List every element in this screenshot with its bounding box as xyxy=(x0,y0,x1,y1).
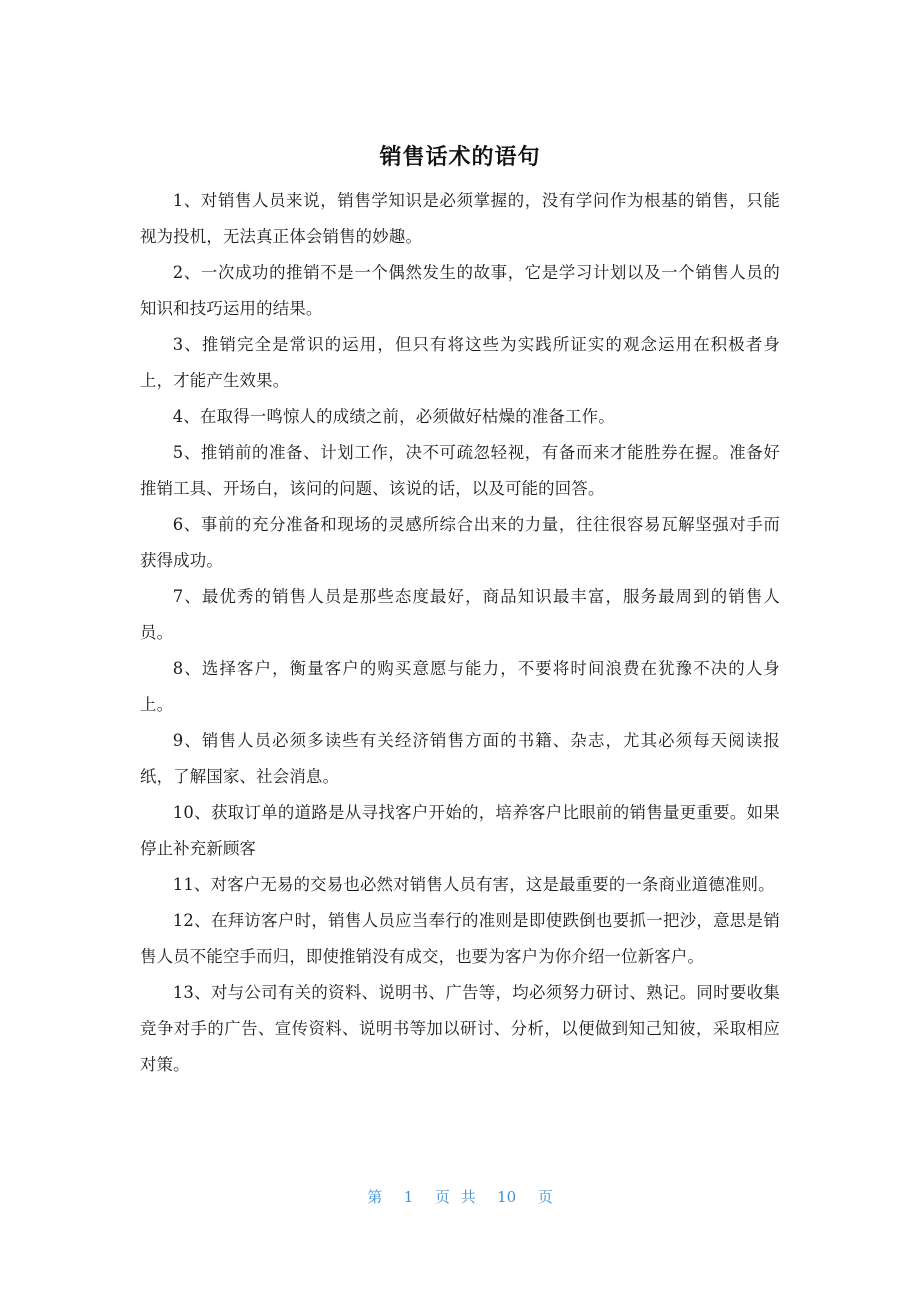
paragraph-6: 6、事前的充分准备和现场的灵感所综合出来的力量，往往很容易瓦解坚强对手而获得成功。 xyxy=(140,515,780,570)
document-title: 销售话术的语句 xyxy=(379,145,541,170)
paragraph-2: 2、一次成功的推销不是一个偶然发生的故事，它是学习计划以及一个销售人员的知识和技巧运用的结果。 xyxy=(140,263,780,318)
paragraph-7: 7、最优秀的销售人员是那些态度最好，商品知识最丰富，服务最周到的销售人员。 xyxy=(140,587,780,642)
paragraph-10: 10、获取订单的道路是从寻找客户开始的，培养客户比眼前的销售量更重要。如果停止补充新顾客 xyxy=(140,803,780,858)
paragraph-8: 8、选择客户，衡量客户的购买意愿与能力，不要将时间浪费在犹豫不决的人身上。 xyxy=(140,659,780,714)
paragraph-1: 1、对销售人员来说，销售学知识是必须掌握的，没有学问作为根基的销售，只能视为投机，无法真正体会销售的妙趣。 xyxy=(140,191,780,246)
paragraph-4: 4、在取得一鸣惊人的成绩之前，必须做好枯燥的准备工作。 xyxy=(172,407,615,426)
paragraph-9: 9、销售人员必须多读些有关经济销售方面的书籍、杂志，尤其必须每天阅读报纸，了解国家、社会消息。 xyxy=(140,731,780,786)
paragraph-5: 5、推销前的准备、计划工作，决不可疏忽轻视，有备而来才能胜券在握。准备好推销工具、开场白，该问的问题、该说的话，以及可能的回答。 xyxy=(140,443,780,498)
document-body xyxy=(140,183,780,1083)
paragraph-13: 13、对与公司有关的资料、说明书、广告等，均必须努力研讨、熟记。同时要收集竞争对手的广告、宣传资料、说明书等加以研讨、分析，以便做到知己知彼，采取相应对策。 xyxy=(140,983,780,1074)
paragraph-11: 11、对客户无易的交易也必然对销售人员有害，这是最重要的一条商业道德准则。 xyxy=(172,875,775,894)
paragraph-12: 12、在拜访客户时，销售人员应当奉行的准则是即使跌倒也要抓一把沙，意思是销售人员不能空手而归，即使推销没有成交，也要为客户为你介绍一位新客户。 xyxy=(140,911,780,966)
page-indicator: 第 1 页 共 10 页 xyxy=(367,1188,553,1206)
paragraph-3: 3、推销完全是常识的运用，但只有将这些为实践所证实的观念运用在积极者身上，才能产生效果。 xyxy=(140,335,780,390)
